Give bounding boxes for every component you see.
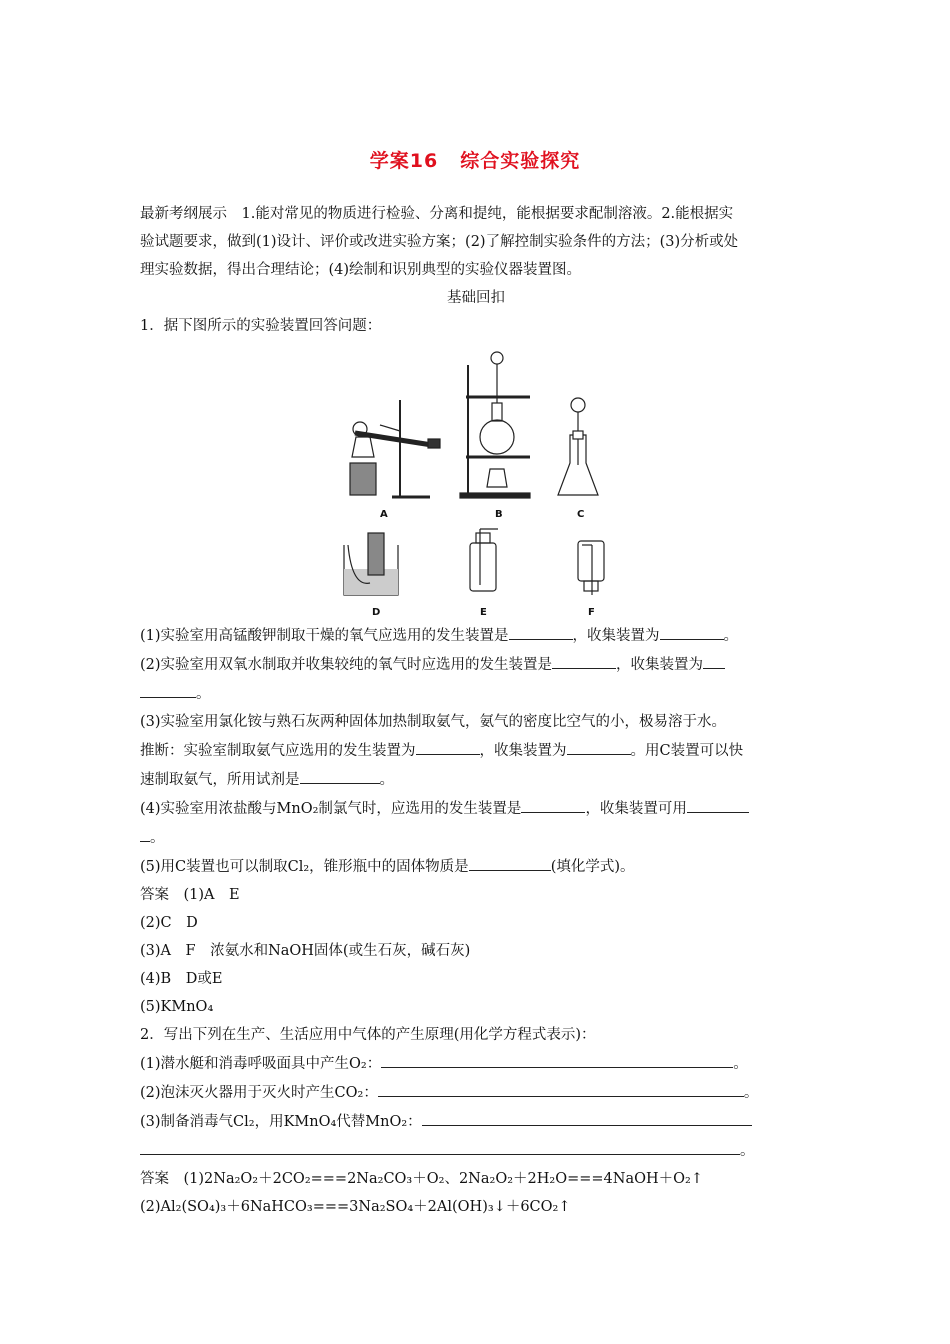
q1-p1-text-b: ，收集装置为 (572, 628, 660, 644)
q2-part-3-cont (140, 1136, 812, 1165)
q1-p2-text-c: 。 (196, 686, 211, 702)
q1-part-5 (140, 852, 812, 881)
q1-p3-text-c: 。用C装置可以快 (630, 743, 744, 759)
q1-part-3b (140, 736, 812, 765)
answer-blank[interactable] (509, 621, 573, 640)
q2-p2-text-b: 。 (743, 1085, 759, 1101)
q1-answer-line: (4)B D或E (140, 971, 223, 987)
answer-blank[interactable] (521, 794, 585, 813)
q1-part-4-cont (140, 823, 812, 852)
apparatus-diagram (330, 345, 620, 625)
q2-answer-line: 答案 (1)2Na₂O₂＋2CO₂===2Na₂CO₃＋O₂、2Na₂O₂＋2H₂O===4NaOH＋O₂↑ (140, 1171, 703, 1187)
figure-label-a: A (380, 509, 388, 520)
answer-blank[interactable] (469, 852, 551, 871)
intro-line: 最新考纲展示 1.能对常见的物质进行检验、分离和提纯，能根据要求配制溶液。2.能根据实 (140, 206, 734, 222)
apparatus-b (460, 352, 530, 498)
q1-answer-line: (5)KMnO₄ (140, 999, 214, 1015)
q2-stem: 2．写出下列在生产、生活应用中气体的产生原理(用化学方程式表示)： (140, 1027, 596, 1043)
q1-parts (140, 621, 812, 1221)
q2-part-3 (140, 1107, 812, 1136)
q1-part-2-cont (140, 679, 812, 708)
apparatus-figure (330, 345, 620, 625)
intro-line: 理实验数据，得出合理结论；(4)绘制和识别典型的实验仪器装置图。 (140, 262, 582, 278)
figure-label-c: C (577, 509, 585, 520)
section-heading: 基础回扣 (447, 290, 505, 306)
q1-p5-text: (5)用C装置也可以制取Cl₂，锥形瓶中的固体物质是 (140, 859, 469, 875)
q1-p4-text: (4)实验室用浓盐酸与MnO₂制氯气时，应选用的发生装置是 (140, 801, 522, 817)
answer-blank[interactable] (422, 1107, 752, 1126)
q1-p3-text-e: 。 (379, 772, 394, 788)
q1-p4-text-c: 。 (150, 830, 165, 846)
answer-blank[interactable] (381, 1049, 733, 1068)
q1-p3-text: 推断：实验室制取氨气应选用的发生装置为 (140, 743, 416, 759)
q1-part-4 (140, 794, 812, 823)
apparatus-a (350, 400, 440, 497)
q2-p2-text: (2)泡沫灭火器用于灭火时产生CO₂： (140, 1085, 378, 1101)
answer-blank[interactable] (140, 679, 196, 698)
answer-blank[interactable] (660, 621, 724, 640)
q1-p3-text-b: ，收集装置为 (479, 743, 567, 759)
answer-blank[interactable] (140, 1136, 740, 1155)
answer-blank[interactable] (703, 650, 725, 669)
q1-p2-text-b: ，收集装置为 (616, 657, 704, 673)
figure-label-d: D (372, 607, 381, 618)
answer-blank[interactable] (300, 765, 380, 784)
figure-label-b: B (495, 509, 503, 520)
q1-part-3c (140, 765, 812, 794)
q1-part-2 (140, 650, 812, 679)
q1-p1-text: (1)实验室用高锰酸钾制取干燥的氧气应选用的发生装置是 (140, 628, 509, 644)
figure-label-f: F (588, 607, 595, 618)
q1-p5-text-b: (填化学式)。 (550, 859, 635, 875)
intro-block (140, 200, 812, 340)
apparatus-e (470, 529, 498, 591)
q2-p3-text-b: 。 (740, 1143, 755, 1159)
answer-blank[interactable] (378, 1078, 744, 1097)
answer-blank[interactable] (552, 650, 616, 669)
q1-p3-text-d: 速制取氨气，所用试剂是 (140, 772, 300, 788)
q1-answer-line: (2)C D (140, 915, 198, 931)
q2-p3-text: (3)制备消毒气Cl₂，用KMnO₄代替MnO₂： (140, 1114, 422, 1130)
apparatus-d (344, 533, 398, 595)
q1-stem: 1．据下图所示的实验装置回答问题： (140, 318, 382, 334)
answer-blank[interactable] (687, 794, 749, 813)
q2-part-1 (140, 1049, 812, 1078)
intro-line: 验试题要求，做到(1)设计、评价或改进实验方案；(2)了解控制实验条件的方法；(3)分析或处 (140, 234, 739, 250)
apparatus-c (558, 398, 598, 495)
title-sub: 综合实验探究 (460, 150, 581, 172)
title-main: 学案16 (369, 150, 439, 172)
apparatus-f (578, 541, 604, 595)
q1-part-3: (3)实验室用氯化铵与熟石灰两种固体加热制取氨气，氨气的密度比空气的小，极易溶于水。 (140, 714, 727, 730)
answer-blank[interactable] (140, 823, 150, 842)
q1-answer-line: 答案 (1)A E (140, 887, 240, 903)
q1-p4-text-b: ，收集装置可用 (585, 801, 687, 817)
q1-answer-line: (3)A F 浓氨水和NaOH固体(或生石灰，碱石灰) (140, 943, 471, 959)
answer-blank[interactable] (567, 736, 631, 755)
q2-p1-text: (1)潜水艇和消毒呼吸面具中产生O₂： (140, 1056, 382, 1072)
q2-part-2 (140, 1078, 812, 1107)
answer-blank[interactable] (416, 736, 480, 755)
q2-answer-line: (2)Al₂(SO₄)₃＋6NaHCO₃===3Na₂SO₄＋2Al(OH)₃↓＋6CO₂↑ (140, 1199, 571, 1215)
page-title (0, 146, 950, 173)
figure-label-e: E (480, 607, 487, 618)
q2-p1-text-b: 。 (733, 1056, 748, 1072)
q1-p1-text-c: 。 (723, 628, 739, 644)
q1-p2-text: (2)实验室用双氧水制取并收集较纯的氧气时应选用的发生装置是 (140, 657, 553, 673)
q1-part-1 (140, 621, 812, 650)
